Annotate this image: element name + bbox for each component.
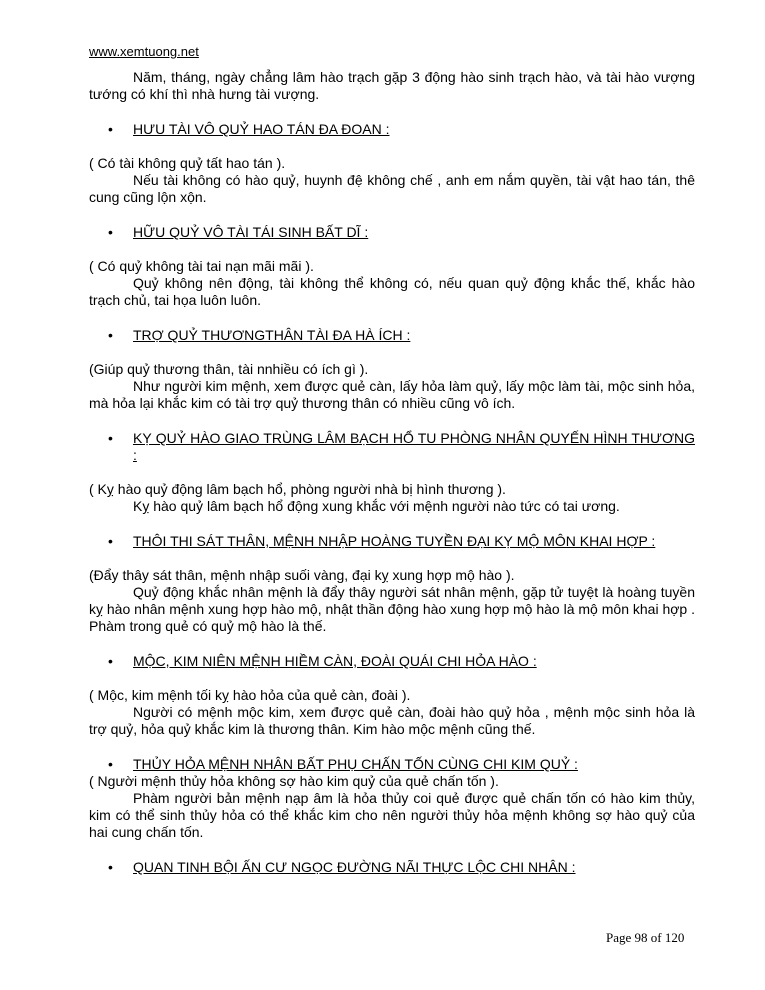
section-heading [89, 224, 695, 241]
paragraph: Năm, tháng, ngày chẳng lâm hào trạch gặp 3 động hào sinh trạch hào, và tài hào vượng tướng có khí thì nhà hưng tài vượng. [89, 69, 695, 102]
section-heading [89, 430, 695, 464]
paragraph: Phàm người bản mệnh nạp âm là hỏa thủy coi quẻ được quẻ chấn tốn có hào kim thủy, kim có thể sinh thủy hỏa có thể khắc kim cho nên người thủy hỏa mệnh không sợ hào quỷ của hai cung chấn tốn. [89, 790, 695, 840]
paragraph: Người có mệnh mộc kim, xem được quẻ càn, đoài hào quỷ hỏa , mệnh mộc sinh hỏa là trợ quỷ, hỏa quỷ khắc kim là thương thân. Kim hào mộc mệnh cũng thế. [89, 704, 695, 737]
heading-text: THỦY HỎA MỆNH NHÂN BẤT PHỤ CHẤN TỐN CÙNG CHI KIM QUỶ : [133, 756, 578, 772]
bullet-icon: • [108, 121, 113, 137]
translation-note: (Đẩy thây sát thân, mệnh nhập suối vàng, đại kỵ xung hợp mộ hào ). [89, 567, 515, 583]
section-heading [89, 121, 695, 138]
section-heading [89, 859, 695, 876]
paragraph: Quỷ không nên động, tài không thể không có, nếu quan quỷ động khắc thế, khắc hào trạch chủ, tai họa luôn luôn. [89, 275, 695, 308]
translation-note: ( Có tài không quỷ tất hao tán ). [89, 155, 286, 171]
translation-note: ( Người mệnh thủy hỏa không sợ hào kim quỷ của quẻ chấn tốn ). [89, 773, 499, 789]
paragraph: Nếu tài không có hào quỷ, huynh đệ không chế , anh em nắm quyền, tài vật hao tán, thê cung cũng lộn xộn. [89, 172, 695, 205]
translation-note: (Giúp quỷ thương thân, tài nnhiều có ích gì ). [89, 361, 369, 377]
bullet-icon: • [108, 430, 113, 446]
section-heading [89, 533, 695, 550]
heading-text: TRỢ QUỶ THƯƠNGTHÂN TÀI ĐA HÀ ÍCH : [133, 327, 411, 343]
bullet-icon: • [108, 859, 113, 875]
translation-note: ( Kỵ hào quỷ động lâm bạch hổ, phòng người nhà bị hình thương ). [89, 481, 506, 497]
section-heading [89, 653, 695, 670]
page-number: Page 98 of 120 [606, 930, 685, 945]
site-url-header: www.xemtuong.net [89, 44, 199, 59]
heading-text: HỮU QUỶ VÔ TÀI TÁI SINH BẤT DĨ : [133, 224, 369, 240]
bullet-icon: • [108, 533, 113, 549]
bullet-icon: • [108, 756, 113, 772]
paragraph: Kỵ hào quỷ lâm bạch hổ động xung khắc với mệnh người nào tức có tai ương. [133, 498, 620, 514]
heading-text: MỘC, KIM NIÊN MỆNH HIỀM CÀN, ĐOÀI QUÁI CHI HỎA HÀO : [133, 653, 537, 669]
translation-note: ( Có quỷ không tài tai nạn mãi mãi ). [89, 258, 314, 274]
paragraph: Quỷ động khắc nhân mệnh là đẩy thây người sát nhân mệnh, gặp tử tuyệt là hoàng tuyền kỵ hào nhân mệnh xung hợp hào mộ, nhật thần động hào xung hợp mộ hào là mộ môn khai hợp . Phàm trong quẻ có quỷ mộ hào là thế. [89, 584, 695, 634]
section-heading [89, 327, 695, 344]
heading-text: HƯU TÀI VÔ QUỶ HAO TÁN ĐA ĐOAN : [133, 121, 390, 137]
bullet-icon: • [108, 224, 113, 240]
paragraph: Như người kim mệnh, xem được quẻ càn, lấy hỏa làm quỷ, lấy mộc làm tài, mộc sinh hỏa, mà hỏa lại khắc kim có tài trợ quỷ thương thân có nhiều cũng vô ích. [89, 378, 695, 411]
document-body [89, 69, 695, 876]
heading-text: QUAN TINH BỘI ẤN CƯ NGỌC ĐƯỜNG NÃI THỰC LỘC CHI NHÂN : [133, 859, 576, 875]
heading-text: THÔI THI SÁT THÂN, MỆNH NHẬP HOÀNG TUYỀN ĐẠI KỴ MỘ MÔN KHAI HỢP : [133, 533, 656, 549]
bullet-icon: • [108, 653, 113, 669]
section-heading [89, 756, 695, 773]
bullet-icon: • [108, 327, 113, 343]
translation-note: ( Mộc, kim mệnh tối kỵ hào hỏa của quẻ càn, đoài ). [89, 687, 411, 703]
heading-text: KỴ QUỶ HÀO GIAO TRÙNG LÂM BẠCH HỔ TU PHÒNG NHÂN QUYẾN HÌNH THƯƠNG : [133, 430, 695, 463]
